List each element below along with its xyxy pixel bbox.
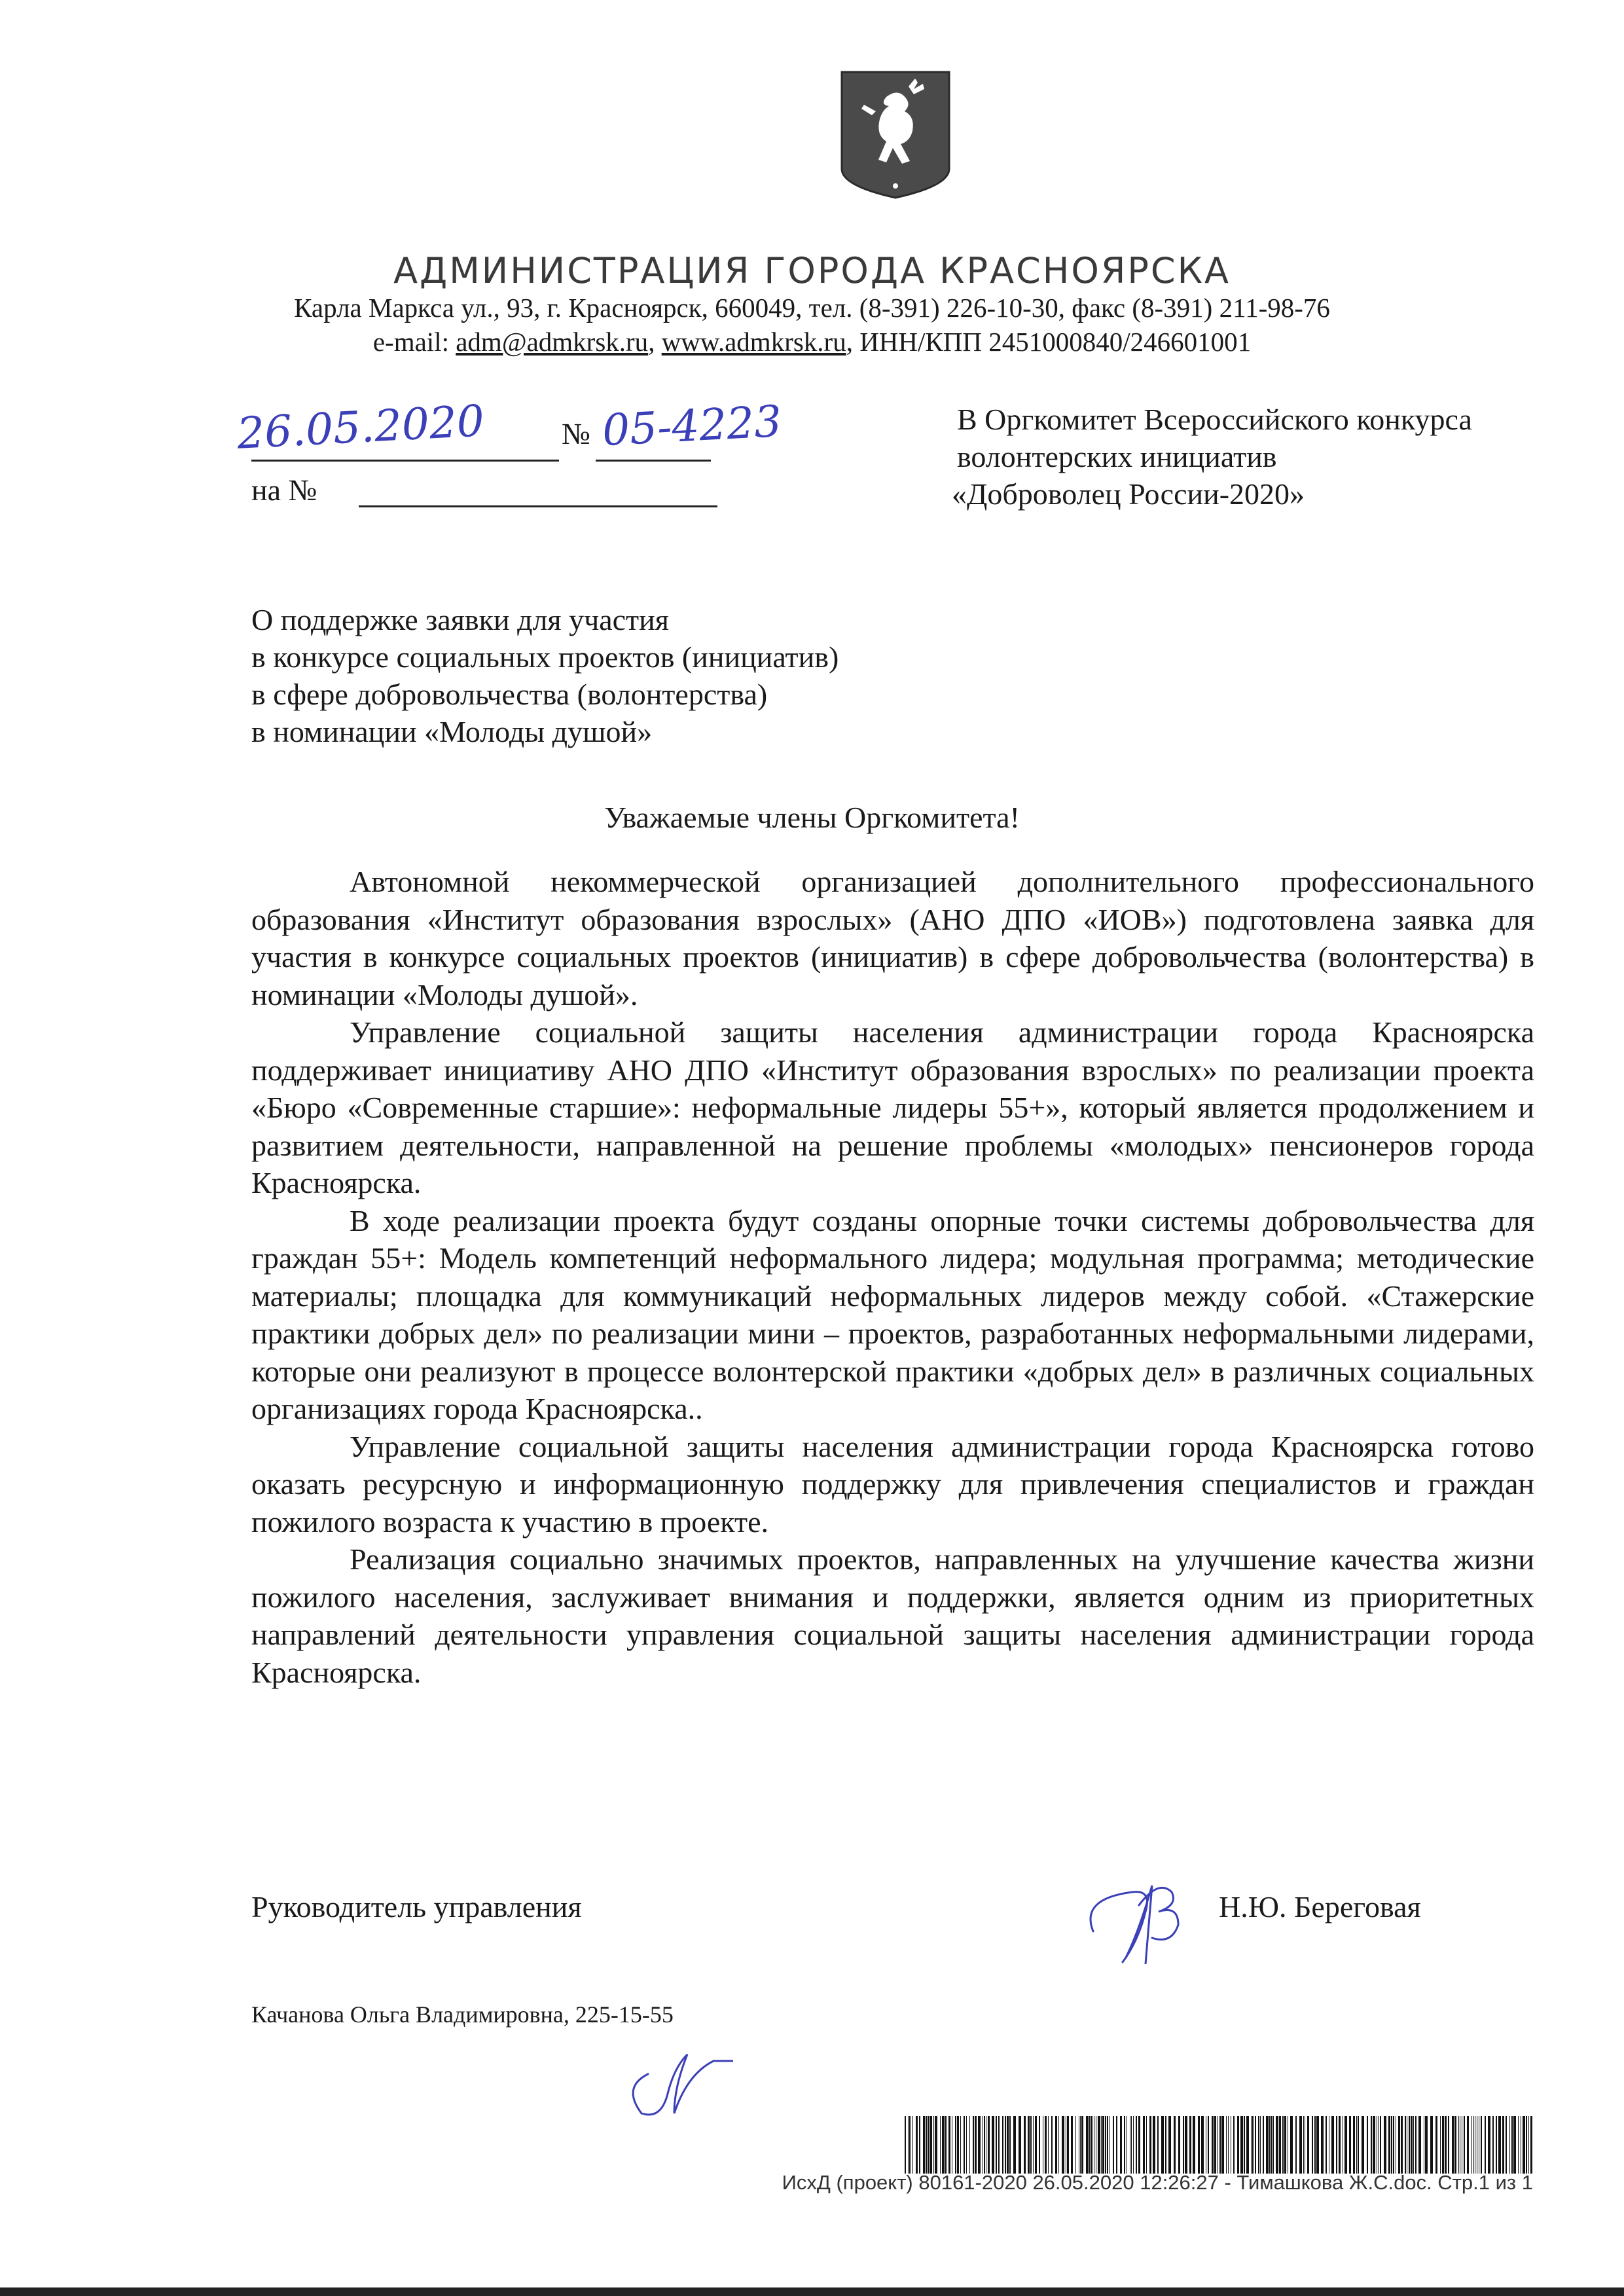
body-paragraph: Реализация социально значимых проектов, направленных на улучшение качества жизни пожилого населения, заслуживает внимания и поддержки, является одним из приоритетных направлений деятельности управления социальной защиты населения администрации города Красноярска. [251, 1542, 1534, 1689]
reference-number-underline [359, 505, 717, 507]
body-paragraph: Управление социальной защиты населения администрации города Красноярска готово оказать ресурсную и информационную поддержку для привлечения специалистов и граждан пожилого возраста к участию в проекте. [251, 1429, 1534, 1539]
subject-line: в номинации «Молоды душой» [251, 715, 653, 748]
page-bottom-border [0, 2287, 1624, 2296]
initials-signature-icon [622, 2041, 733, 2120]
letter-body [251, 863, 1534, 1691]
body-paragraph: В ходе реализации проекта будут созданы опорные точки системы добровольчества для граждан 55+: Модель компетенций неформального лидера; модульная программа; методические материалы; площадка для коммуникаций неформальных лидеров между собой. «Стажерские практики добрых дел» по реализации мини – проектов, разработанных неформальными лидерами, которые они реализуют в процессе волонтерской практики «добрых дел» в различных социальных организациях города Красноярска.. [251, 1203, 1534, 1425]
body-paragraph: Автономной некоммерческой организацией дополнительного профессионального образования «Институт образования взрослых» (АНО ДПО «ИОВ») подготовлена заявка для участия в конкурсе социальных проектов (инициатив) в сфере добровольчества (волонтерства) в номинации «Молоды душой». [251, 865, 1534, 1011]
salutation: Уважаемые члены Оргкомитета! [604, 801, 1020, 834]
contact-separator: , [648, 327, 662, 357]
organization-address: Карла Маркса ул., 93, г. Красноярск, 660049, тел. (8-391) 226-10-30, факс (8-391) 211-98-76 [294, 293, 1330, 323]
number-label: № [562, 417, 590, 450]
handwritten-number: 05-4223 [601, 395, 784, 456]
subject-line: О поддержке заявки для участия [251, 603, 669, 636]
inn-kpp: ИНН/КПП 2451000840/246601001 [859, 327, 1252, 357]
signer-name: Н.Ю. Береговая [1219, 1890, 1421, 1923]
recipient-block [952, 401, 1472, 513]
coat-of-arms-icon [840, 71, 950, 199]
signer-title: Руководитель управления [251, 1890, 582, 1923]
date-underline [251, 460, 559, 462]
recipient-line: волонтерских инициатив [957, 440, 1277, 473]
body-paragraph: Управление социальной защиты населения администрации города Красноярска поддерживает инициативу АНО ДПО «Институт образования взрослых» по реализации проекта «Бюро «Современные старшие»: неформальные лидеры 55+», который является продолжением и развитием деятельности, направленной на решение проблемы «молодых» пенсионеров города Красноярска. [251, 1015, 1534, 1199]
contact-separator: , [846, 327, 860, 357]
website-link[interactable]: www.admkrsk.ru [661, 327, 846, 357]
recipient-line: «Доброволец России-2020» [952, 477, 1305, 511]
subject-block [251, 601, 839, 750]
subject-line: в сфере добровольчества (волонтерства) [251, 678, 768, 711]
number-underline [596, 460, 711, 462]
subject-line: в конкурсе социальных проектов (инициатив) [251, 640, 839, 674]
document-footer: ИсхД (проект) 80161-2020 26.05.2020 12:26:27 - Тимашкова Ж.С.doc. Стр.1 из 1 [782, 2171, 1533, 2194]
email-link[interactable]: adm@admkrsk.ru [456, 327, 649, 357]
reference-number-label: на № [251, 473, 317, 507]
organization-contacts [0, 326, 1624, 357]
executor-contact: Качанова Ольга Владимировна, 225-15-55 [251, 2001, 674, 2028]
handwritten-date: 26.05.2020 [236, 395, 486, 459]
recipient-line: В Оргкомитет Всероссийского конкурса [957, 403, 1472, 436]
barcode [905, 2116, 1534, 2174]
email-prefix: e-mail: [372, 327, 456, 357]
signature-icon [1080, 1866, 1204, 1964]
organization-name: АДМИНИСТРАЦИЯ ГОРОДА КРАСНОЯРСКА [393, 250, 1231, 291]
